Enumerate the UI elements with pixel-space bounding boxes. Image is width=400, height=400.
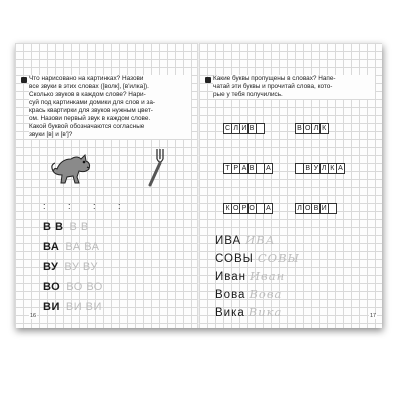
page-number: 16 bbox=[30, 313, 37, 319]
letter-box: К bbox=[223, 203, 232, 214]
letter-box: О bbox=[232, 205, 239, 212]
syllable-row bbox=[43, 281, 103, 293]
letter-box: Т bbox=[223, 163, 232, 174]
instruction-line: суй под картинками домики для слов и за- bbox=[29, 99, 156, 106]
word-bold: ИВА bbox=[215, 235, 242, 247]
letter-box: Л bbox=[295, 203, 304, 214]
syllable-bold: ВИ bbox=[43, 301, 60, 313]
word-trace: Вика bbox=[248, 305, 283, 319]
word-boxes-volk bbox=[295, 123, 328, 134]
instruction-line: рые у тебя получились. bbox=[213, 91, 283, 98]
word-bold: Вова bbox=[215, 289, 246, 301]
word-row bbox=[215, 233, 275, 247]
word-trace: ИВА bbox=[245, 233, 276, 247]
instruction-line: звуки [в] и [в']? bbox=[29, 131, 73, 138]
word-row bbox=[215, 305, 282, 319]
letter-box: Л bbox=[231, 123, 240, 134]
word-trace: Иван bbox=[250, 269, 286, 283]
word-boxes-koroa bbox=[223, 203, 272, 214]
letter-box: А bbox=[264, 163, 273, 174]
empty-letter-box[interactable] bbox=[328, 203, 337, 214]
letter-box: А bbox=[264, 203, 273, 214]
wolf-icon bbox=[51, 147, 95, 187]
syllable-row bbox=[43, 221, 89, 233]
instruction-line: Сколько звуков в каждом слове? Нари- bbox=[29, 91, 146, 98]
syllable-bold: В В bbox=[43, 221, 64, 233]
word-trace: СОВЫ bbox=[257, 251, 300, 265]
word-trace: Вова bbox=[249, 287, 283, 301]
letter-box: В bbox=[295, 123, 304, 134]
right-page bbox=[199, 43, 382, 328]
instruction-line: ом. Назови первый звук в каждом слове. bbox=[29, 115, 151, 122]
instruction-line: чатай эти буквы и прочитай слова, кото- bbox=[213, 83, 333, 90]
letter-box: О bbox=[304, 125, 311, 132]
instruction-line: Какие буквы пропущены в словах? Напе- bbox=[213, 75, 336, 82]
word-bold: Вика bbox=[215, 307, 245, 319]
syllable-row bbox=[43, 261, 98, 273]
instruction-line: Что нарисовано на картинках? Назови bbox=[29, 75, 144, 82]
letter-box: А bbox=[336, 163, 345, 174]
word-row bbox=[215, 251, 300, 265]
word-row bbox=[215, 269, 285, 283]
syllable-bold: ВА bbox=[43, 241, 60, 253]
sound-dots: : : : : bbox=[43, 201, 131, 211]
letter-box: И bbox=[321, 205, 327, 212]
right-instructions bbox=[213, 75, 375, 99]
syllable-row bbox=[43, 241, 100, 253]
word-boxes-vulka bbox=[295, 163, 344, 174]
word-bold: СОВЫ bbox=[215, 253, 254, 265]
empty-letter-box[interactable] bbox=[256, 123, 265, 134]
letter-box: О bbox=[249, 205, 255, 212]
syllable-bold: ВО bbox=[43, 281, 61, 293]
word-bold: Иван bbox=[215, 271, 246, 283]
word-boxes-sliv bbox=[223, 123, 264, 134]
letter-box: И bbox=[241, 125, 247, 132]
letter-box: Л bbox=[320, 163, 329, 174]
letter-box: С bbox=[224, 125, 231, 132]
letter-box: О bbox=[304, 205, 311, 212]
instruction-line: все звуки в этих словах ([волк], [в'илка]). bbox=[29, 83, 149, 90]
book-spread bbox=[15, 43, 382, 328]
letter-box: К bbox=[320, 123, 329, 134]
fork-icon bbox=[145, 147, 167, 187]
syllable-trace: ВУ ВУ bbox=[64, 261, 98, 273]
instruction-line: крась квартирки для звуков нужным цвет- bbox=[29, 107, 153, 114]
letter-box: Л bbox=[311, 123, 320, 134]
syllable-trace: ВО ВО bbox=[66, 281, 103, 293]
letter-box: Р bbox=[231, 163, 240, 174]
letter-box: В bbox=[248, 163, 257, 174]
letter-box: У bbox=[311, 163, 320, 174]
syllable-row bbox=[43, 301, 102, 313]
word-boxes-lovi bbox=[295, 203, 336, 214]
bullet-marker bbox=[205, 77, 211, 83]
page-number: 17 bbox=[370, 313, 377, 319]
letter-box: Р bbox=[239, 203, 248, 214]
syllable-trace: В В bbox=[69, 221, 89, 233]
syllable-bold: ВУ bbox=[43, 261, 59, 273]
instruction-line: Какой буквой обозначаются согласные bbox=[29, 123, 145, 130]
letter-box: К bbox=[328, 163, 337, 174]
left-page bbox=[15, 43, 198, 328]
letter-box: В bbox=[311, 203, 320, 214]
word-row bbox=[215, 287, 282, 301]
left-instructions bbox=[29, 75, 191, 139]
letter-box: В bbox=[248, 123, 257, 134]
word-boxes-trava bbox=[223, 163, 272, 174]
bullet-marker bbox=[21, 77, 27, 83]
letter-box: А bbox=[239, 163, 248, 174]
syllable-trace: ВИ ВИ bbox=[65, 301, 102, 313]
letter-box: В bbox=[303, 163, 312, 174]
syllable-trace: ВА ВА bbox=[65, 241, 100, 253]
